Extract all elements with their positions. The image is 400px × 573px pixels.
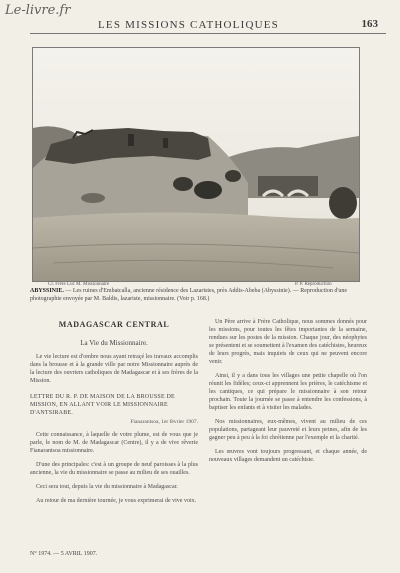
article-intro: Le vie lecture est d'ombre nous ayant retraçé les travaux accomplis dans la brousse et à la grande ville par notre Missionnaire auprès de la lecture des ouvriers catholiques de Madagascar et à ses frères de la Mission. xyxy=(30,354,198,384)
caption-lead: ABYSSINIE. xyxy=(30,288,64,294)
page-number: 163 xyxy=(361,18,378,30)
issue-footer: N° 1974. — 5 AVRIL 1907. xyxy=(30,551,98,557)
photograph-ruins-landscape xyxy=(33,48,359,281)
paragraph: Les œuvres vont toujours progressant, et chaque année, de nouveaux villages demandent un catéchiste. xyxy=(209,449,367,463)
article-region: MADAGASCAR CENTRAL xyxy=(58,320,170,329)
left-column xyxy=(30,318,198,505)
header-rule xyxy=(30,33,386,34)
right-column xyxy=(209,318,367,464)
caption-text: — Les ruines d'Embatcalla, ancienne résidence des Lazaristes, près Addis-Abeba (Abyssinie). — Reproduction d'une photographie envoyée par M. Baldis, lazariste, missionnaire. (Voir p. 168.) xyxy=(30,288,348,302)
photo-credit-left: Cl. Frère Luc M. Missionnaire xyxy=(48,282,110,287)
paragraph: Ainsi, il y a dans tous les villages une petite chapelle où l'on réunit les fidèles; ceux-ci apprennent les prières, le catéchisme et les cantiques, ce qui prépare le missionnaire à son retour prochain. Toute la journée se passe à entendre les confessions, à baptiser les enfants et à visiter les malades. xyxy=(209,373,367,411)
running-head: LES MISSIONS CATHOLIQUES xyxy=(98,19,279,31)
paragraph: Ceci sera tout, depuis la vie du missionnaire à Madagascar. xyxy=(36,484,178,490)
letter-heading: LETTRE DU R. P. DE MAISON DE LA BROUSSE DE MISSION, EN ALLANT VOIR LE MISSIONNAIRE D'ANTSIRABE. xyxy=(30,394,175,416)
paragraph: Un Père arrive à Frère Catholique, nous sommes donnés pour les missions, pour toutes les fêtes importantes de la semaine, rendues sur les postes de la mission. Chaque jour, des néophytes se présentent et se soumettent à l'examen des catéchistes, heureux de leurs progrès, mais inquiets de ceux qui ne peuvent encore venir. xyxy=(209,319,367,365)
photograph xyxy=(32,47,360,282)
paragraph: Au retour de ma dernière tournée, je vous exprimerai de vive voix. xyxy=(36,498,197,504)
watermark: Le-livre.fr xyxy=(5,3,71,18)
paragraph: Nos missionnaires, eux-mêmes, vivent au milieu de ces populations, partageant leur pauvreté et leurs peines, afin de les gagner peu à peu à la foi chrétienne par l'exemple et la charité. xyxy=(209,419,367,441)
photo-credit-right: P. P. Reproduction xyxy=(295,282,332,287)
article-title: La Vie du Missionnaire. xyxy=(80,339,148,347)
paragraph: D'une des principales: c'est à un groupe de neuf paroisses à la plus ancienne, la vie du missionnaire se passe au milieu de ses ouailles. xyxy=(30,462,198,476)
letter-date: Fianarantsoa, 1er février 1907. xyxy=(130,419,198,425)
paragraph: Cette connaissance, à laquelle de votre plume, est de vous que je parle, le nom de M. de Madagascar (Centre), il y a de vive rêverie Fianarantsoa missionnaire. xyxy=(30,432,198,454)
photo-caption xyxy=(30,287,366,303)
